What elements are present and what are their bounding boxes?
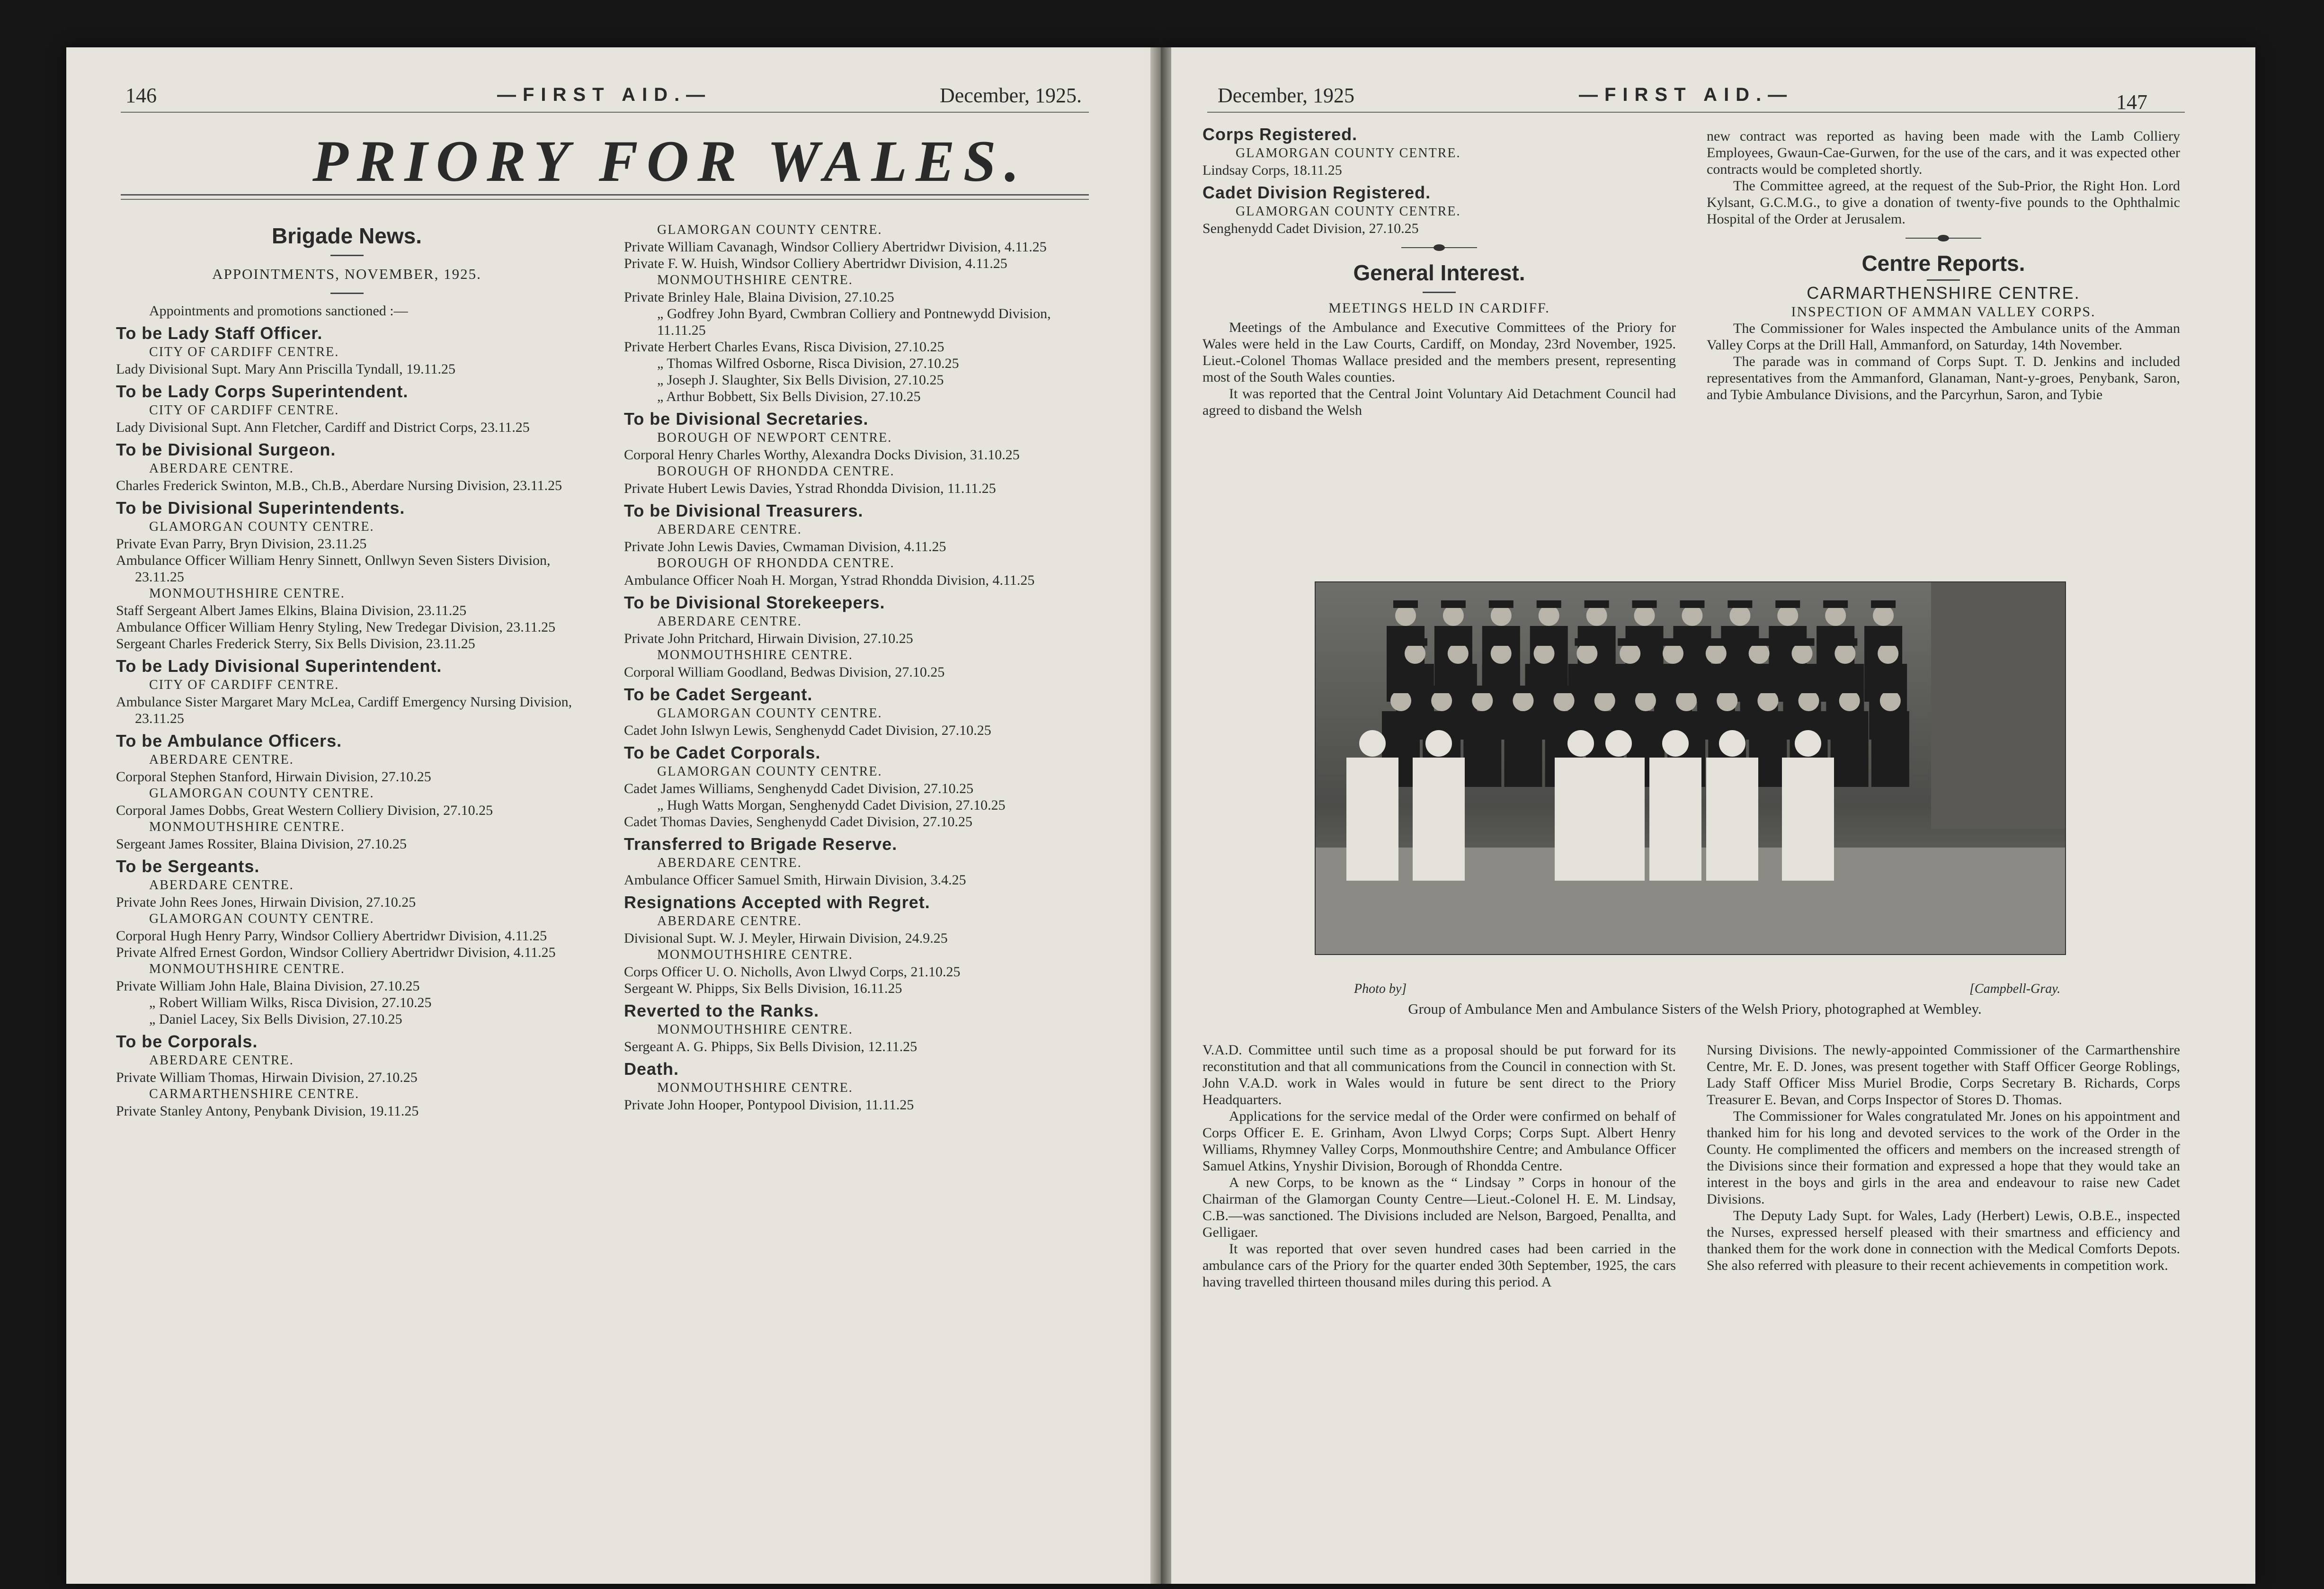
header-rule bbox=[121, 112, 1089, 113]
section-heading: Corps Registered. bbox=[1202, 125, 1358, 144]
appointment-entry: Corporal Henry Charles Worthy, Alexandra Docks Division, 31.10.25 bbox=[624, 447, 1020, 463]
person-head bbox=[1682, 605, 1702, 626]
nurse-body bbox=[1782, 758, 1834, 881]
person-head bbox=[1878, 643, 1898, 664]
appointment-entry: Private William Thomas, Hirwain Division, 27.10.25 bbox=[116, 1070, 418, 1085]
appointment-entry: „ Robert William Wilks, Risca Division, 27.10.25 bbox=[149, 995, 432, 1010]
centre-label: ABERDARE CENTRE. bbox=[657, 522, 802, 537]
centre-label: ABERDARE CENTRE. bbox=[657, 614, 802, 629]
centre-label: ABERDARE CENTRE. bbox=[657, 914, 802, 928]
appointment-entry: Staff Sergeant Albert James Elkins, Blaina Division, 23.11.25 bbox=[116, 603, 467, 618]
appointment-entry: „ Thomas Wilfred Osborne, Risca Division, 27.10.25 bbox=[657, 356, 959, 371]
person-head bbox=[1834, 643, 1855, 664]
centre-label: ABERDARE CENTRE. bbox=[149, 1053, 294, 1068]
short-rule bbox=[1927, 279, 1960, 281]
centre-label: BOROUGH OF NEWPORT CENTRE. bbox=[657, 430, 892, 445]
person-cap bbox=[1393, 600, 1418, 608]
section-heading: Cadet Division Registered. bbox=[1202, 183, 1431, 202]
person-cap bbox=[1833, 638, 1857, 646]
centre-label: ABERDARE CENTRE. bbox=[657, 856, 802, 870]
person-cap bbox=[1470, 686, 1495, 693]
person-cap bbox=[1755, 686, 1780, 693]
article-paragraph: The Commissioner for Wales congratulated Mr. Jones on his appointment and thanked him for his long and devoted services to the work of the Order in the County. He complimented the officers and members on the increased strength of the Divisions since their formation and expressed a hope that they would take an interest in the boys and girls in the area and endeavour to raise new Cadet Divisions. bbox=[1707, 1108, 2180, 1207]
centre-label: GLAMORGAN COUNTY CENTRE. bbox=[149, 786, 374, 801]
person-head bbox=[1534, 643, 1555, 664]
appointment-entry: Private William John Hale, Blaina Division, 27.10.25 bbox=[116, 978, 420, 994]
short-rule bbox=[1423, 292, 1456, 293]
section-heading: To be Ambulance Officers. bbox=[116, 731, 342, 750]
page-title: PRIORY FOR WALES. bbox=[312, 129, 1028, 194]
person-cap bbox=[1823, 600, 1848, 608]
section-heading: To be Divisional Treasurers. bbox=[624, 501, 864, 520]
person-head bbox=[1706, 643, 1727, 664]
section-heading: Transferred to Brigade Reserve. bbox=[624, 834, 898, 854]
intro-text: Appointments and promotions sanctioned :— bbox=[149, 303, 408, 319]
appointment-entry: Corps Officer U. O. Nicholls, Avon Llwyd Corps, 21.10.25 bbox=[624, 964, 961, 980]
appointment-entry: Private Hubert Lewis Davies, Ystrad Rhondda Division, 11.11.25 bbox=[624, 481, 996, 496]
person-head bbox=[1405, 643, 1425, 664]
person-cap bbox=[1715, 686, 1739, 693]
person-head bbox=[1839, 690, 1860, 711]
centre-label: GLAMORGAN COUNTY CENTRE. bbox=[657, 706, 882, 721]
article-paragraph: It was reported that the Central Joint Voluntary Aid Detachment Council had agreed to disband the Welsh bbox=[1202, 386, 1676, 418]
appointment-entry: Private John Hooper, Pontypool Division, 11.11.25 bbox=[624, 1097, 914, 1113]
left-column-2 bbox=[624, 222, 1093, 1113]
person-cap bbox=[1775, 600, 1800, 608]
nurse-body bbox=[1413, 758, 1465, 881]
person-body bbox=[1463, 711, 1501, 787]
appointment-entry: Sergeant James Rossiter, Blaina Division, 27.10.25 bbox=[116, 836, 407, 852]
appointment-entry: „ Arthur Bobbett, Six Bells Division, 27.10.25 bbox=[657, 389, 921, 404]
short-rule bbox=[330, 255, 364, 256]
appointments-subheading: APPOINTMENTS, NOVEMBER, 1925. bbox=[212, 266, 481, 282]
appointment-entry: „ Hugh Watts Morgan, Senghenydd Cadet Division, 27.10.25 bbox=[657, 797, 1006, 813]
appointment-entry: Cadet Thomas Davies, Senghenydd Cadet Division, 27.10.25 bbox=[624, 814, 973, 830]
appointment-entry: Private Evan Parry, Bryn Division, 23.11.25 bbox=[116, 536, 367, 552]
registration-entry: Lindsay Corps, 18.11.25 bbox=[1202, 162, 1342, 178]
person-cap bbox=[1727, 600, 1752, 608]
section-heading: To be Divisional Secretaries. bbox=[624, 409, 869, 428]
person-cap bbox=[1532, 638, 1557, 646]
article-paragraph: Meetings of the Ambulance and Executive Committees of the Priory for Wales were held in the Law Courts, Cardiff, on Monday, 23rd November, 1925. Lieut.-Colonel Thomas Wallace presided and the members present, representing most of the South Wales counties. bbox=[1202, 320, 1676, 385]
nurse-body bbox=[1593, 758, 1645, 881]
person-cap bbox=[1552, 686, 1576, 693]
nurse-head bbox=[1359, 730, 1386, 757]
person-head bbox=[1729, 605, 1750, 626]
person-cap bbox=[1674, 686, 1699, 693]
article-paragraph: new contract was reported as having been made with the Lamb Colliery Employees, Gwaun-Cae-Gurwen, for the use of the cars, and it was expected other contracts would be completed shortly. bbox=[1707, 128, 2180, 177]
appointment-entry: Private Brinley Hale, Blaina Division, 27.10.25 bbox=[624, 289, 894, 305]
person-head bbox=[1717, 690, 1737, 711]
centre-label: GLAMORGAN COUNTY CENTRE. bbox=[1236, 146, 1461, 161]
person-cap bbox=[1790, 638, 1815, 646]
person-cap bbox=[1575, 638, 1599, 646]
appointment-entry: Divisional Supt. W. J. Meyler, Hirwain Division, 24.9.25 bbox=[624, 930, 948, 946]
centre-label: GLAMORGAN COUNTY CENTRE. bbox=[657, 223, 882, 237]
person-body bbox=[1871, 711, 1909, 787]
centre-label: MONMOUTHSHIRE CENTRE. bbox=[657, 947, 853, 962]
centre-label: GLAMORGAN COUNTY CENTRE. bbox=[149, 911, 374, 926]
person-head bbox=[1873, 605, 1894, 626]
person-cap bbox=[1489, 600, 1514, 608]
person-cap bbox=[1680, 600, 1704, 608]
appointment-entry: Ambulance Sister Margaret Mary McLea, Cardiff Emergency Nursing Division, 23.11.25 bbox=[116, 694, 572, 726]
nurse-body bbox=[1346, 758, 1398, 881]
right-date: December, 1925 bbox=[1218, 84, 1355, 107]
left-page-number: 146 bbox=[125, 84, 157, 107]
section-heading: To be Lady Divisional Superintendent. bbox=[116, 656, 442, 676]
ornament-divider bbox=[1401, 247, 1477, 248]
person-cap bbox=[1537, 600, 1561, 608]
person-head bbox=[1431, 690, 1452, 711]
centre-label: MONMOUTHSHIRE CENTRE. bbox=[149, 820, 345, 834]
article-paragraph: Nursing Divisions. The newly-appointed Commissioner of the Carmarthenshire Centre, Mr. E. D. Jones, was present together with Staff Officer George Roblings, Lady Staff Officer Miss Muriel Brodie, Corps Secretary B. Richards, Corps Treasurer E. Bevan, and Corps Inspector of Stores D. Thomas. bbox=[1707, 1042, 2180, 1107]
header-rule bbox=[1207, 112, 2185, 113]
person-cap bbox=[1797, 686, 1821, 693]
person-cap bbox=[1704, 638, 1728, 646]
person-head bbox=[1586, 605, 1607, 626]
section-heading: To be Divisional Storekeepers. bbox=[624, 593, 885, 612]
person-head bbox=[1395, 605, 1416, 626]
book-gutter bbox=[1150, 47, 1171, 1584]
centre-label: CARMARTHENSHIRE CENTRE. bbox=[149, 1087, 360, 1101]
person-head bbox=[1777, 605, 1798, 626]
appointment-entry: Cadet James Williams, Senghenydd Cadet Division, 27.10.25 bbox=[624, 781, 974, 796]
person-cap bbox=[1876, 638, 1900, 646]
brigade-news-heading: Brigade News. bbox=[272, 223, 422, 248]
person-head bbox=[1663, 643, 1683, 664]
centre-label: ABERDARE CENTRE. bbox=[149, 752, 294, 767]
person-cap bbox=[1441, 600, 1466, 608]
article-paragraph: V.A.D. Committee until such time as a proposal should be put forward for its reconstitution and that all communications from the Council in connection with St. John V.A.D. work in Wales would in future be sent direct to the Priory Headquarters. bbox=[1202, 1042, 1676, 1107]
centre-reports-heading: Centre Reports. bbox=[1861, 251, 2025, 276]
article-paragraph: The Commissioner for Wales inspected the Ambulance units of the Amman Valley Corps at the Drill Hall, Ammanford, on Saturday, 14th November. bbox=[1707, 321, 2180, 353]
centre-name: CARMARTHENSHIRE CENTRE. bbox=[1807, 283, 2080, 303]
appointment-entry: Ambulance Officer Samuel Smith, Hirwain Division, 3.4.25 bbox=[624, 872, 966, 888]
nurse-head bbox=[1795, 730, 1821, 757]
centre-label: MONMOUTHSHIRE CENTRE. bbox=[657, 648, 853, 662]
nurse-body bbox=[1706, 758, 1758, 881]
nurse-head bbox=[1605, 730, 1632, 757]
person-cap bbox=[1429, 686, 1454, 693]
centre-label: GLAMORGAN COUNTY CENTRE. bbox=[149, 519, 374, 534]
person-head bbox=[1635, 690, 1656, 711]
photo-credit-left: Photo by] bbox=[1354, 982, 1407, 996]
person-cap bbox=[1618, 638, 1642, 646]
centre-label: BOROUGH OF RHONDDA CENTRE. bbox=[657, 556, 895, 571]
person-head bbox=[1799, 690, 1819, 711]
centre-label: GLAMORGAN COUNTY CENTRE. bbox=[657, 764, 882, 779]
person-cap bbox=[1661, 638, 1685, 646]
person-head bbox=[1634, 605, 1655, 626]
person-cap bbox=[1593, 686, 1617, 693]
section-heading: Resignations Accepted with Regret. bbox=[624, 893, 930, 912]
centre-label: ABERDARE CENTRE. bbox=[149, 878, 294, 893]
centre-label: CITY OF CARDIFF CENTRE. bbox=[149, 678, 339, 692]
person-head bbox=[1472, 690, 1493, 711]
article-paragraph: It was reported that over seven hundred cases had been carried in the ambulance cars of the Priory for the quarter ended 30th September, 1925, the cars having travelled thirteen thousand miles during this period. A bbox=[1202, 1241, 1676, 1290]
appointment-entry: Private Alfred Ernest Gordon, Windsor Colliery Abertridwr Division, 4.11.25 bbox=[116, 945, 556, 960]
right-page-number: 147 bbox=[2116, 90, 2147, 114]
centre-label: MONMOUTHSHIRE CENTRE. bbox=[657, 1022, 853, 1037]
appointment-entry: „ Joseph J. Slaughter, Six Bells Division, 27.10.25 bbox=[657, 372, 944, 388]
appointment-entry: Corporal William Goodland, Bedwas Division, 27.10.25 bbox=[624, 664, 945, 680]
person-body bbox=[1831, 711, 1869, 787]
general-interest-heading: General Interest. bbox=[1353, 260, 1525, 285]
appointment-entry: Lady Divisional Supt. Ann Fletcher, Cardiff and District Corps, 23.11.25 bbox=[116, 420, 530, 435]
appointment-entry: Sergeant W. Phipps, Six Bells Division, 16.11.25 bbox=[624, 981, 902, 996]
section-heading: To be Lady Staff Officer. bbox=[116, 323, 323, 343]
appointment-entry: Private John Pritchard, Hirwain Division, 27.10.25 bbox=[624, 631, 913, 646]
nurse-head bbox=[1425, 730, 1452, 757]
nurse-body bbox=[1649, 758, 1701, 881]
person-cap bbox=[1511, 686, 1535, 693]
person-head bbox=[1448, 643, 1469, 664]
appointment-entry: Private Stanley Antony, Penybank Division, 19.11.25 bbox=[116, 1103, 419, 1119]
person-cap bbox=[1633, 686, 1658, 693]
appointment-entry: Ambulance Officer Noah H. Morgan, Ystrad Rhondda Division, 4.11.25 bbox=[624, 572, 1035, 588]
person-head bbox=[1749, 643, 1770, 664]
person-cap bbox=[1871, 600, 1896, 608]
person-head bbox=[1880, 690, 1901, 711]
nurse-head bbox=[1567, 730, 1594, 757]
left-running-title: —FIRST AID.— bbox=[497, 84, 712, 105]
person-head bbox=[1513, 690, 1533, 711]
person-head bbox=[1620, 643, 1640, 664]
left-column-1 bbox=[116, 218, 578, 1119]
title-rule-top bbox=[121, 194, 1089, 196]
person-cap bbox=[1403, 638, 1427, 646]
person-cap bbox=[1446, 638, 1470, 646]
right-column-3 bbox=[1202, 1042, 1676, 1290]
centre-label: MONMOUTHSHIRE CENTRE. bbox=[149, 962, 345, 976]
right-column-4 bbox=[1707, 1042, 2180, 1274]
ornament-divider bbox=[1906, 238, 1981, 239]
inspection-subheading: INSPECTION OF AMMAN VALLEY CORPS. bbox=[1791, 304, 2096, 320]
appointment-entry: Private F. W. Huish, Windsor Colliery Abertridwr Division, 4.11.25 bbox=[624, 256, 1007, 271]
person-cap bbox=[1389, 686, 1413, 693]
nurse-head bbox=[1662, 730, 1689, 757]
centre-label: CITY OF CARDIFF CENTRE. bbox=[149, 345, 339, 359]
person-head bbox=[1539, 605, 1559, 626]
section-heading: To be Corporals. bbox=[116, 1032, 258, 1051]
person-cap bbox=[1585, 600, 1609, 608]
section-heading: To be Cadet Corporals. bbox=[624, 743, 821, 762]
appointment-entry: Corporal Hugh Henry Parry, Windsor Colliery Abertridwr Division, 4.11.25 bbox=[116, 928, 547, 944]
person-cap bbox=[1632, 600, 1657, 608]
appointment-entry: Lady Divisional Supt. Mary Ann Priscilla Tyndall, 19.11.25 bbox=[116, 361, 456, 377]
right-column-1 bbox=[1202, 124, 1676, 419]
right-column-2 bbox=[1707, 128, 2180, 403]
article-paragraph: Applications for the service medal of the Order were confirmed on behalf of Corps Officer E. E. Grinham, Avon Llwyd Corps; Corps Supt. Albert Henry Williams, Rhymney Valley Corps, Monmouthshire Centre; and Ambulance Officer Samuel Atkins, Ynyshir Division, Borough of Rhondda Centre. bbox=[1202, 1108, 1676, 1174]
appointment-entry: Corporal Stephen Stanford, Hirwain Division, 27.10.25 bbox=[116, 769, 431, 785]
person-cap bbox=[1747, 638, 1772, 646]
person-cap bbox=[1878, 686, 1903, 693]
section-heading: To be Divisional Surgeon. bbox=[116, 440, 336, 459]
section-heading: To be Sergeants. bbox=[116, 857, 260, 876]
article-paragraph: The Deputy Lady Supt. for Wales, Lady (Herbert) Lewis, O.B.E., inspected the Nurses, expressed herself pleased with their smartness and efficiency and thanked them for the work done in connection with the Medical Comforts Depots. She also referred with pleasure to their recent achievements in competition work. bbox=[1707, 1208, 2180, 1273]
left-date: December, 1925. bbox=[940, 84, 1082, 107]
article-paragraph: The parade was in command of Corps Supt. T. D. Jenkins and included representatives from the Ammanford, Glanaman, Nant-y-groes, Penybank, Saron, and Tybie Ambulance Divisions, and the Parcyrhun, Saron, and Tybie bbox=[1707, 354, 2180, 402]
group-photograph bbox=[1315, 581, 2066, 955]
centre-label: CITY OF CARDIFF CENTRE. bbox=[149, 403, 339, 418]
appointment-entry: Private William Cavanagh, Windsor Colliery Abertridwr Division, 4.11.25 bbox=[624, 239, 1047, 255]
meetings-subheading: MEETINGS HELD IN CARDIFF. bbox=[1328, 300, 1550, 316]
person-cap bbox=[1837, 686, 1862, 693]
centre-label: GLAMORGAN COUNTY CENTRE. bbox=[1236, 204, 1461, 219]
person-head bbox=[1491, 605, 1512, 626]
section-heading: Reverted to the Ranks. bbox=[624, 1001, 819, 1020]
right-running-title: —FIRST AID.— bbox=[1579, 84, 1794, 105]
appointment-entry: Charles Frederick Swinton, M.B., Ch.B., Aberdare Nursing Division, 23.11.25 bbox=[116, 478, 562, 493]
appointment-entry: Sergeant A. G. Phipps, Six Bells Division, 12.11.25 bbox=[624, 1039, 917, 1054]
section-heading: To be Divisional Superintendents. bbox=[116, 498, 405, 518]
article-paragraph: A new Corps, to be known as the “ Lindsay ” Corps in honour of the Chairman of the Glamorgan County Centre—Lieut.-Colonel H. E. M. Lindsay, C.B.—was sanctioned. The Divisions included are Nelson, Bargoed, Penallta, and Gelligaer. bbox=[1202, 1175, 1676, 1240]
appointment-entry: Private John Lewis Davies, Cwmaman Division, 4.11.25 bbox=[624, 539, 946, 554]
person-body bbox=[1504, 711, 1542, 787]
appointment-entry: Ambulance Officer William Henry Styling, New Tredegar Division, 23.11.25 bbox=[116, 619, 556, 635]
person-head bbox=[1825, 605, 1846, 626]
appointment-entry: Private Herbert Charles Evans, Risca Division, 27.10.25 bbox=[624, 339, 944, 355]
registration-entry: Senghenydd Cadet Division, 27.10.25 bbox=[1202, 221, 1419, 236]
nurse-head bbox=[1719, 730, 1745, 757]
section-heading: Death. bbox=[624, 1059, 679, 1079]
appointment-entry: Ambulance Officer William Henry Sinnett, Onllwyn Seven Sisters Division, 23.11.25 bbox=[116, 553, 551, 585]
photo-credit-right: [Campbell-Gray. bbox=[1969, 982, 2061, 996]
appointment-entry: Private John Rees Jones, Hirwain Division, 27.10.25 bbox=[116, 894, 416, 910]
person-head bbox=[1390, 690, 1411, 711]
centre-label: ABERDARE CENTRE. bbox=[149, 461, 294, 476]
article-paragraph: The Committee agreed, at the request of the Sub-Prior, the Right Hon. Lord Kylsant, G.C.M.G., to give a donation of twenty-five pounds to the Ophthalmic Hospital of the Order at Jerusalem. bbox=[1707, 178, 2180, 227]
title-rule-bottom bbox=[121, 199, 1089, 200]
person-head bbox=[1491, 643, 1512, 664]
centre-label: MONMOUTHSHIRE CENTRE. bbox=[657, 1080, 853, 1095]
appointment-entry: Corporal James Dobbs, Great Western Colliery Division, 27.10.25 bbox=[116, 803, 493, 818]
person-cap bbox=[1489, 638, 1514, 646]
centre-label: MONMOUTHSHIRE CENTRE. bbox=[149, 586, 345, 601]
person-head bbox=[1792, 643, 1813, 664]
appointment-entry: Cadet John Islwyn Lewis, Senghenydd Cadet Division, 27.10.25 bbox=[624, 723, 991, 738]
appointment-entry: „ Daniel Lacey, Six Bells Division, 27.10.25 bbox=[149, 1011, 402, 1027]
centre-label: BOROUGH OF RHONDDA CENTRE. bbox=[657, 464, 895, 479]
person-head bbox=[1554, 690, 1575, 711]
section-heading: To be Lady Corps Superintendent. bbox=[116, 382, 409, 401]
photo-caption: Group of Ambulance Men and Ambulance Sisters of the Welsh Priory, photographed at Wembley. bbox=[1408, 1000, 1982, 1017]
person-head bbox=[1594, 690, 1615, 711]
centre-label: MONMOUTHSHIRE CENTRE. bbox=[657, 273, 853, 287]
appointment-entry: Sergeant Charles Frederick Sterry, Six Bells Division, 23.11.25 bbox=[116, 636, 475, 652]
short-rule bbox=[330, 293, 364, 294]
person-head bbox=[1443, 605, 1464, 626]
appointment-entry: „ Godfrey John Byard, Cwmbran Colliery and Pontnewydd Division, 11.11.25 bbox=[657, 306, 1051, 338]
person-head bbox=[1576, 643, 1597, 664]
person-head bbox=[1676, 690, 1697, 711]
person-head bbox=[1757, 690, 1778, 711]
section-heading: To be Cadet Sergeant. bbox=[624, 685, 813, 704]
group-photo-image bbox=[1316, 582, 2065, 954]
